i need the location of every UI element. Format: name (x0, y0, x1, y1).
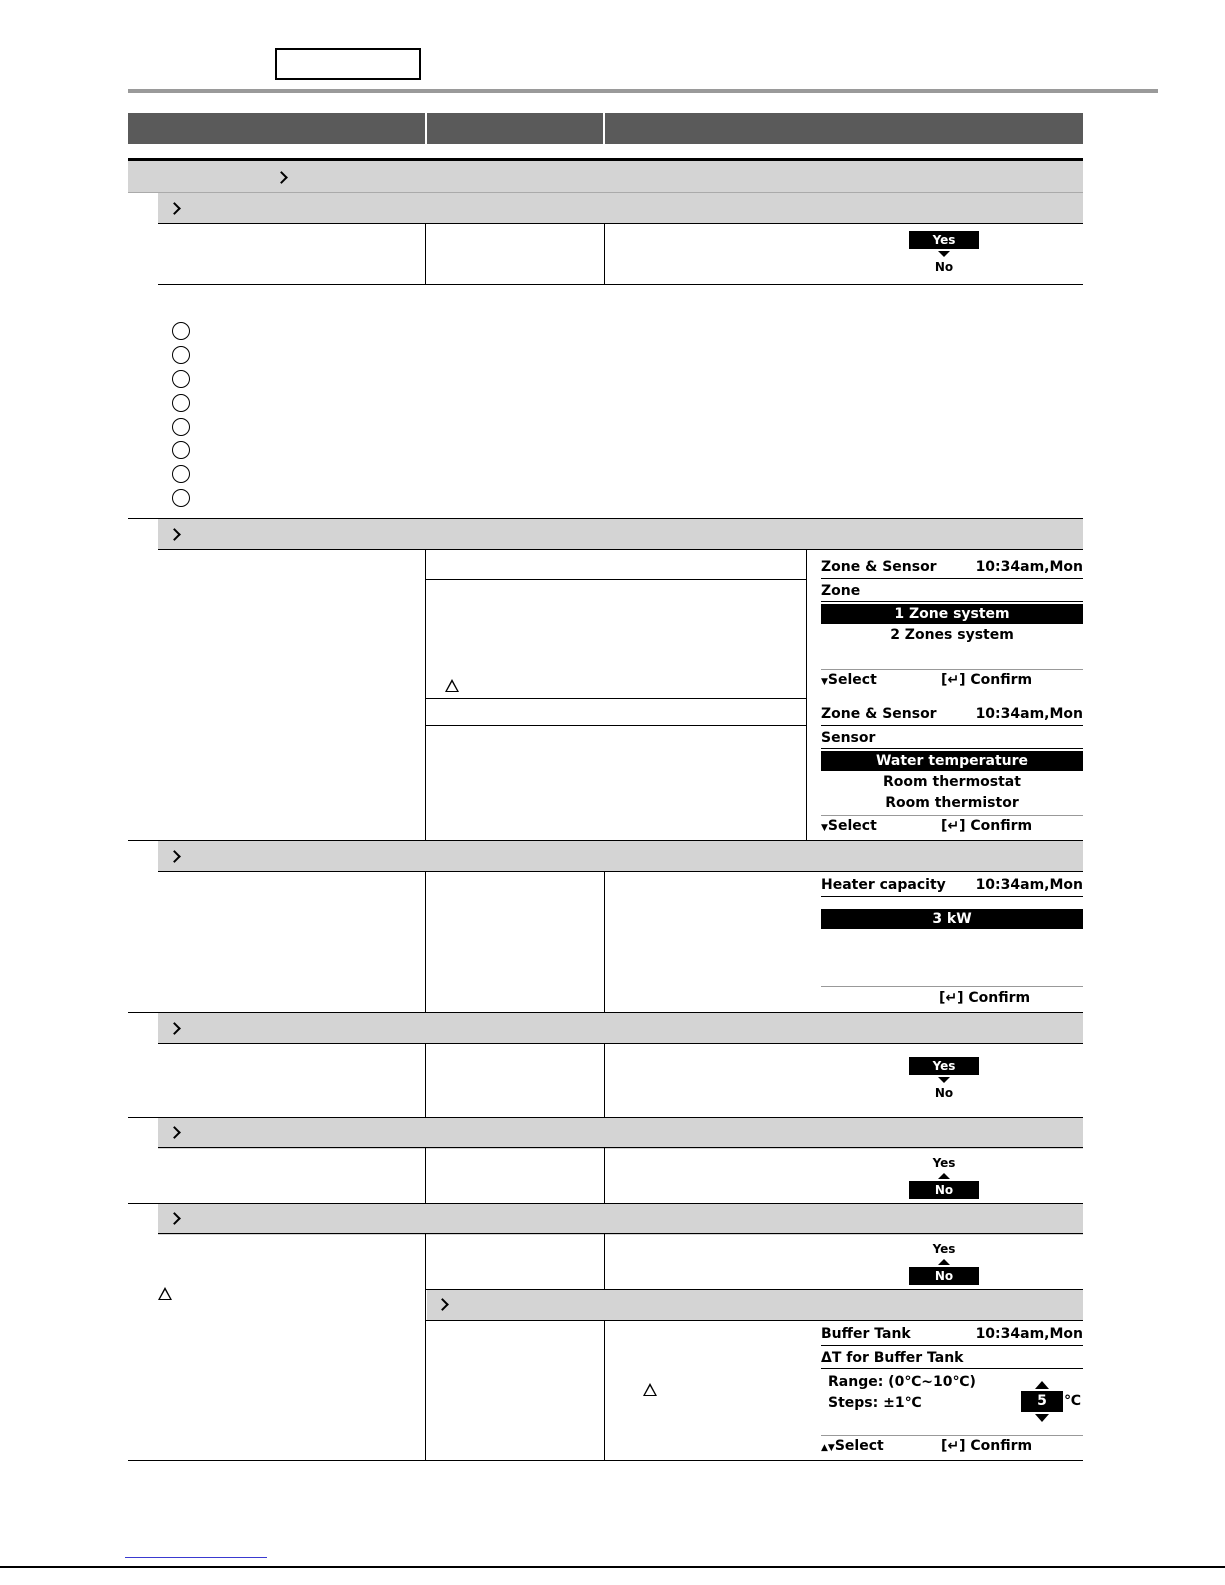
caution-triangle-icon (158, 1287, 172, 1300)
section-band-2 (158, 519, 1083, 550)
circle-marker-3 (172, 370, 190, 388)
yes-no-selector-3[interactable] (909, 1155, 979, 1199)
arrow-down-icon (938, 1077, 950, 1083)
page-bottom-rule (0, 1566, 1225, 1568)
heater-screen (821, 875, 1083, 1009)
heater-value[interactable]: 3 kW (821, 909, 1083, 929)
option-water-temperature[interactable]: Water temperature (821, 751, 1083, 771)
option-yes[interactable]: Yes (909, 1057, 979, 1075)
arrow-up-icon[interactable] (1035, 1381, 1049, 1389)
sensor-screen: Zone & Sensor 10:34am,Mon Sensor Water temperature Room thermostat Room thermistor ▼Select [↵] Confirm (821, 706, 1083, 834)
section-band-4 (158, 1013, 1083, 1044)
footer-confirm: [↵] Confirm (941, 672, 1033, 688)
yes-no-selector-4[interactable] (909, 1241, 979, 1285)
circle-marker-2 (172, 346, 190, 364)
zone-screen: Zone & Sensor 10:34am,Mon Zone 1 Zone system 2 Zones system ▼Select [↵] Confirm (821, 559, 1083, 688)
footer-select: Select (827, 818, 877, 834)
option-yes[interactable]: Yes (909, 231, 979, 249)
option-no[interactable]: No (934, 260, 954, 274)
table-header-col2 (427, 113, 603, 144)
footer-select: Select (834, 1438, 884, 1454)
screen-subtitle: Zone (821, 583, 861, 599)
screen-time: 10:34am,Mon (975, 877, 1083, 893)
caution-triangle-icon (445, 679, 459, 692)
option-no[interactable]: No (909, 1181, 979, 1199)
screen-title: Zone & Sensor (821, 706, 937, 722)
unit-label: ℃ (1064, 1393, 1081, 1409)
caution-triangle-icon (643, 1383, 657, 1396)
section-band-6a (427, 1290, 1083, 1321)
arrow-down-icon[interactable] (1035, 1414, 1049, 1422)
screen-time: 10:34am,Mon (975, 559, 1083, 575)
option-no[interactable]: No (934, 1086, 954, 1100)
circle-marker-4 (172, 394, 190, 412)
option-no[interactable]: No (909, 1267, 979, 1285)
option-room-thermistor[interactable]: Room thermistor (885, 795, 1019, 811)
circle-marker-6 (172, 441, 190, 459)
footer-confirm: [↵] Confirm (941, 1438, 1033, 1454)
yes-no-selector-1[interactable] (909, 231, 979, 275)
circle-marker-8 (172, 489, 190, 507)
screen-title: Heater capacity (821, 877, 946, 893)
footer-confirm: [↵] Confirm (939, 990, 1031, 1006)
screen-time: 10:34am,Mon (975, 706, 1083, 722)
option-room-thermostat[interactable]: Room thermostat (883, 774, 1021, 790)
screen-time: 10:34am,Mon (975, 1326, 1083, 1342)
header-rule (128, 89, 1158, 93)
section-band-main (128, 161, 1083, 192)
buffer-screen: Buffer Tank 10:34am,Mon ΔT for Buffer Tank Range: (0℃~10℃) Steps: ±1℃ 5 ℃ ▲▼Select [↵] Confirm (821, 1326, 1083, 1454)
table-header-col3 (605, 113, 1083, 144)
footer-confirm: [↵] Confirm (941, 818, 1033, 834)
circle-marker-7 (172, 465, 190, 483)
section-band-3 (158, 841, 1083, 872)
screen-title: Zone & Sensor (821, 559, 937, 575)
screen-title: Buffer Tank (821, 1326, 911, 1342)
delta-t-value[interactable]: 5 (1021, 1391, 1063, 1412)
table-header-col1 (128, 113, 425, 144)
arrow-down-icon (938, 251, 950, 257)
range-text: Range: (0℃~10℃) (828, 1374, 976, 1390)
header-box (275, 48, 421, 80)
screen-subtitle: Sensor (821, 730, 876, 746)
section-band-5 (158, 1118, 1083, 1149)
circle-marker-5 (172, 418, 190, 436)
steps-text: Steps: ±1℃ (828, 1395, 922, 1411)
footer-select: Select (827, 672, 877, 688)
section-band-6 (158, 1204, 1083, 1235)
option-2-zones[interactable]: 2 Zones system (890, 627, 1014, 643)
option-1-zone[interactable]: 1 Zone system (821, 604, 1083, 624)
section-band-1 (158, 193, 1083, 224)
arrow-up-icon (938, 1173, 950, 1179)
yes-no-selector-2[interactable] (909, 1057, 979, 1101)
circle-marker-1 (172, 322, 190, 340)
footer-link-underline[interactable] (125, 1557, 267, 1558)
arrow-up-icon (938, 1259, 950, 1265)
option-yes[interactable]: Yes (932, 1156, 956, 1170)
option-yes[interactable]: Yes (932, 1242, 956, 1256)
screen-subtitle: ΔT for Buffer Tank (821, 1350, 964, 1366)
